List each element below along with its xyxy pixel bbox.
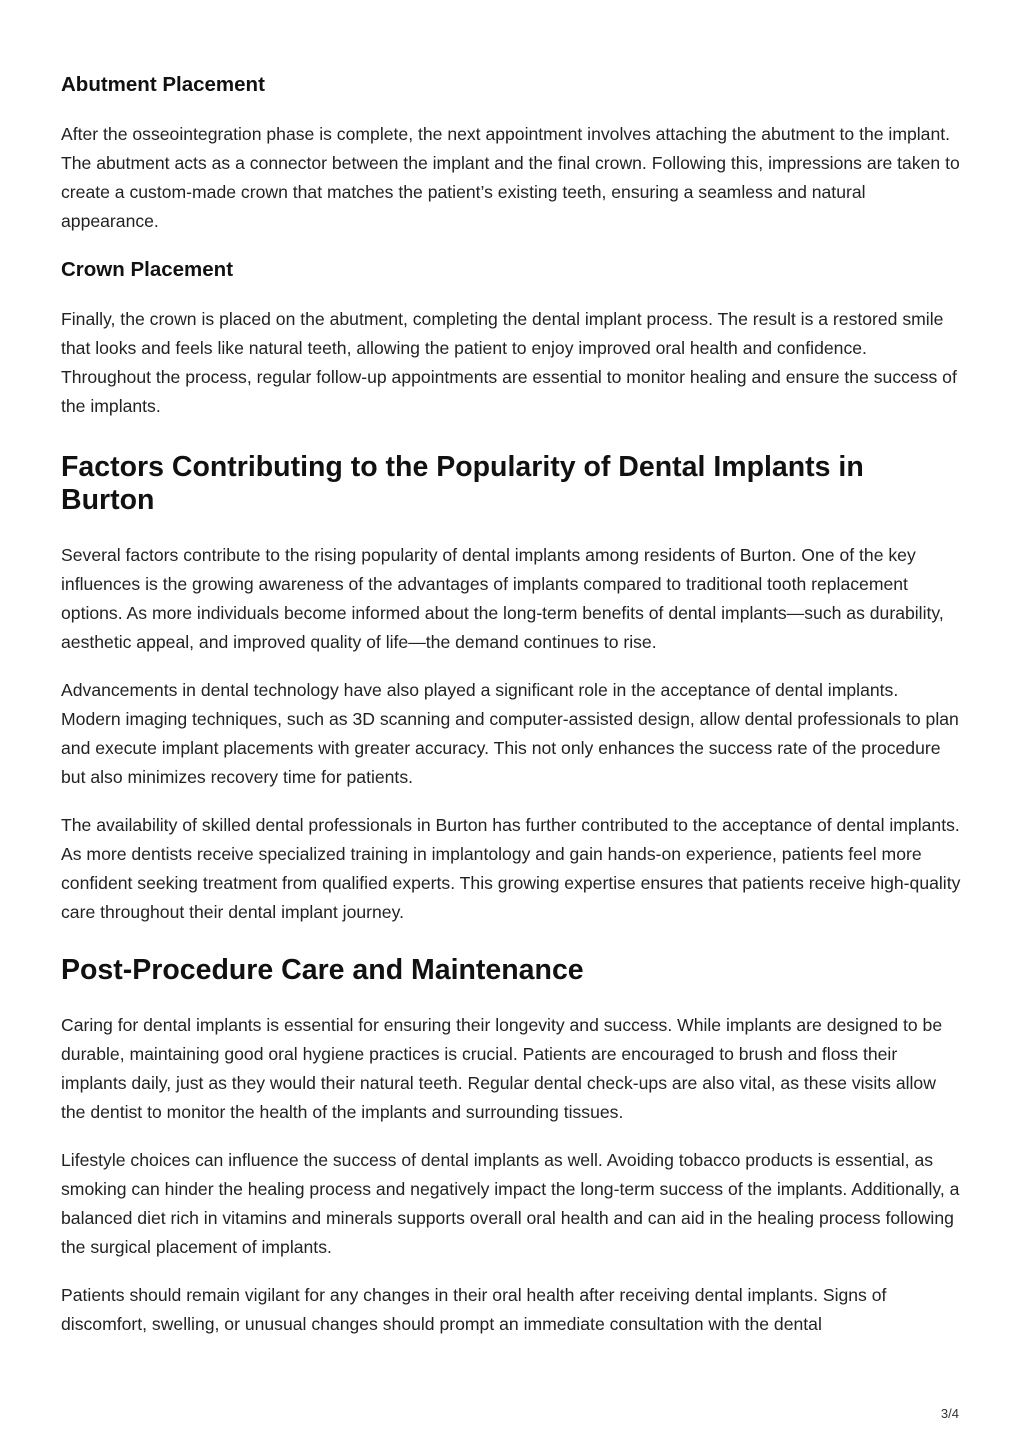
paragraph-abutment-1: After the osseointegration phase is complete, the next appointment involves attaching the abutment to the implant. The abutment acts as a connector between the implant and the final crown. Following this, impressions are taken to create a custom-made crown that matches the patient’s existing teeth, ensuring a seamless and natural appearance.: [61, 124, 960, 231]
document-page: [61, 70, 961, 1358]
section-heading-abutment-placement: Abutment Placement: [61, 73, 265, 96]
page-number: 3/4: [940, 1406, 959, 1421]
paragraph-factors-2: Advancements in dental technology have also played a significant role in the acceptance of dental implants. Modern imaging techniques, such as 3D scanning and computer-assisted design, allow dental professionals to plan and execute implant placements with greater accuracy. This not only enhances the success rate of the procedure but also minimizes recovery time for patients.: [61, 680, 959, 787]
paragraph-post-3: Patients should remain vigilant for any changes in their oral health after receiving dental implants. Signs of discomfort, swelling, or unusual changes should prompt an immediate consultation with the dental: [61, 1285, 887, 1334]
section-heading-crown-placement: Crown Placement: [61, 258, 234, 281]
paragraph-post-1: Caring for dental implants is essential for ensuring their longevity and success. While implants are designed to be durable, maintaining good oral hygiene practices is crucial. Patients are encouraged to brush and floss their implants daily, just as they would their natural teeth. Regular dental check-ups are also vital, as these visits allow the dentist to monitor the health of the implants and surrounding tissues.: [61, 1015, 943, 1122]
section-heading-popularity-factors: Factors Contributing to the Popularity of Dental Implants in Burton: [61, 451, 864, 516]
paragraph-factors-1: Several factors contribute to the rising popularity of dental implants among residents of Burton. One of the key influences is the growing awareness of the advantages of implants compared to traditional tooth replacement options. As more individuals become informed about the long-term benefits of dental implants—such as durability, aesthetic appeal, and improved quality of life—the demand continues to rise.: [61, 545, 944, 652]
paragraph-post-2: Lifestyle choices can influence the success of dental implants as well. Avoiding tobacco products is essential, as smoking can hinder the healing process and negatively impact the long-term success of the implants. Additionally, a balanced diet rich in vitamins and minerals supports overall oral health and can aid in the healing process following the surgical placement of implants.: [61, 1150, 960, 1257]
paragraph-factors-3: The availability of skilled dental professionals in Burton has further contributed to the acceptance of dental implants. As more dentists receive specialized training in implantology and gain hands-on experience, patients feel more confident seeking treatment from qualified experts. This growing expertise ensures that patients receive high-quality care throughout their dental implant journey.: [61, 815, 961, 922]
paragraph-crown-1: Finally, the crown is placed on the abutment, completing the dental implant process. The result is a restored smile that looks and feels like natural teeth, allowing the patient to enjoy improved oral health and confidence. Throughout the process, regular follow-up appointments are essential to monitor healing and ensure the success of the implants.: [61, 309, 957, 416]
section-heading-post-procedure-care: Post-Procedure Care and Maintenance: [61, 954, 584, 986]
